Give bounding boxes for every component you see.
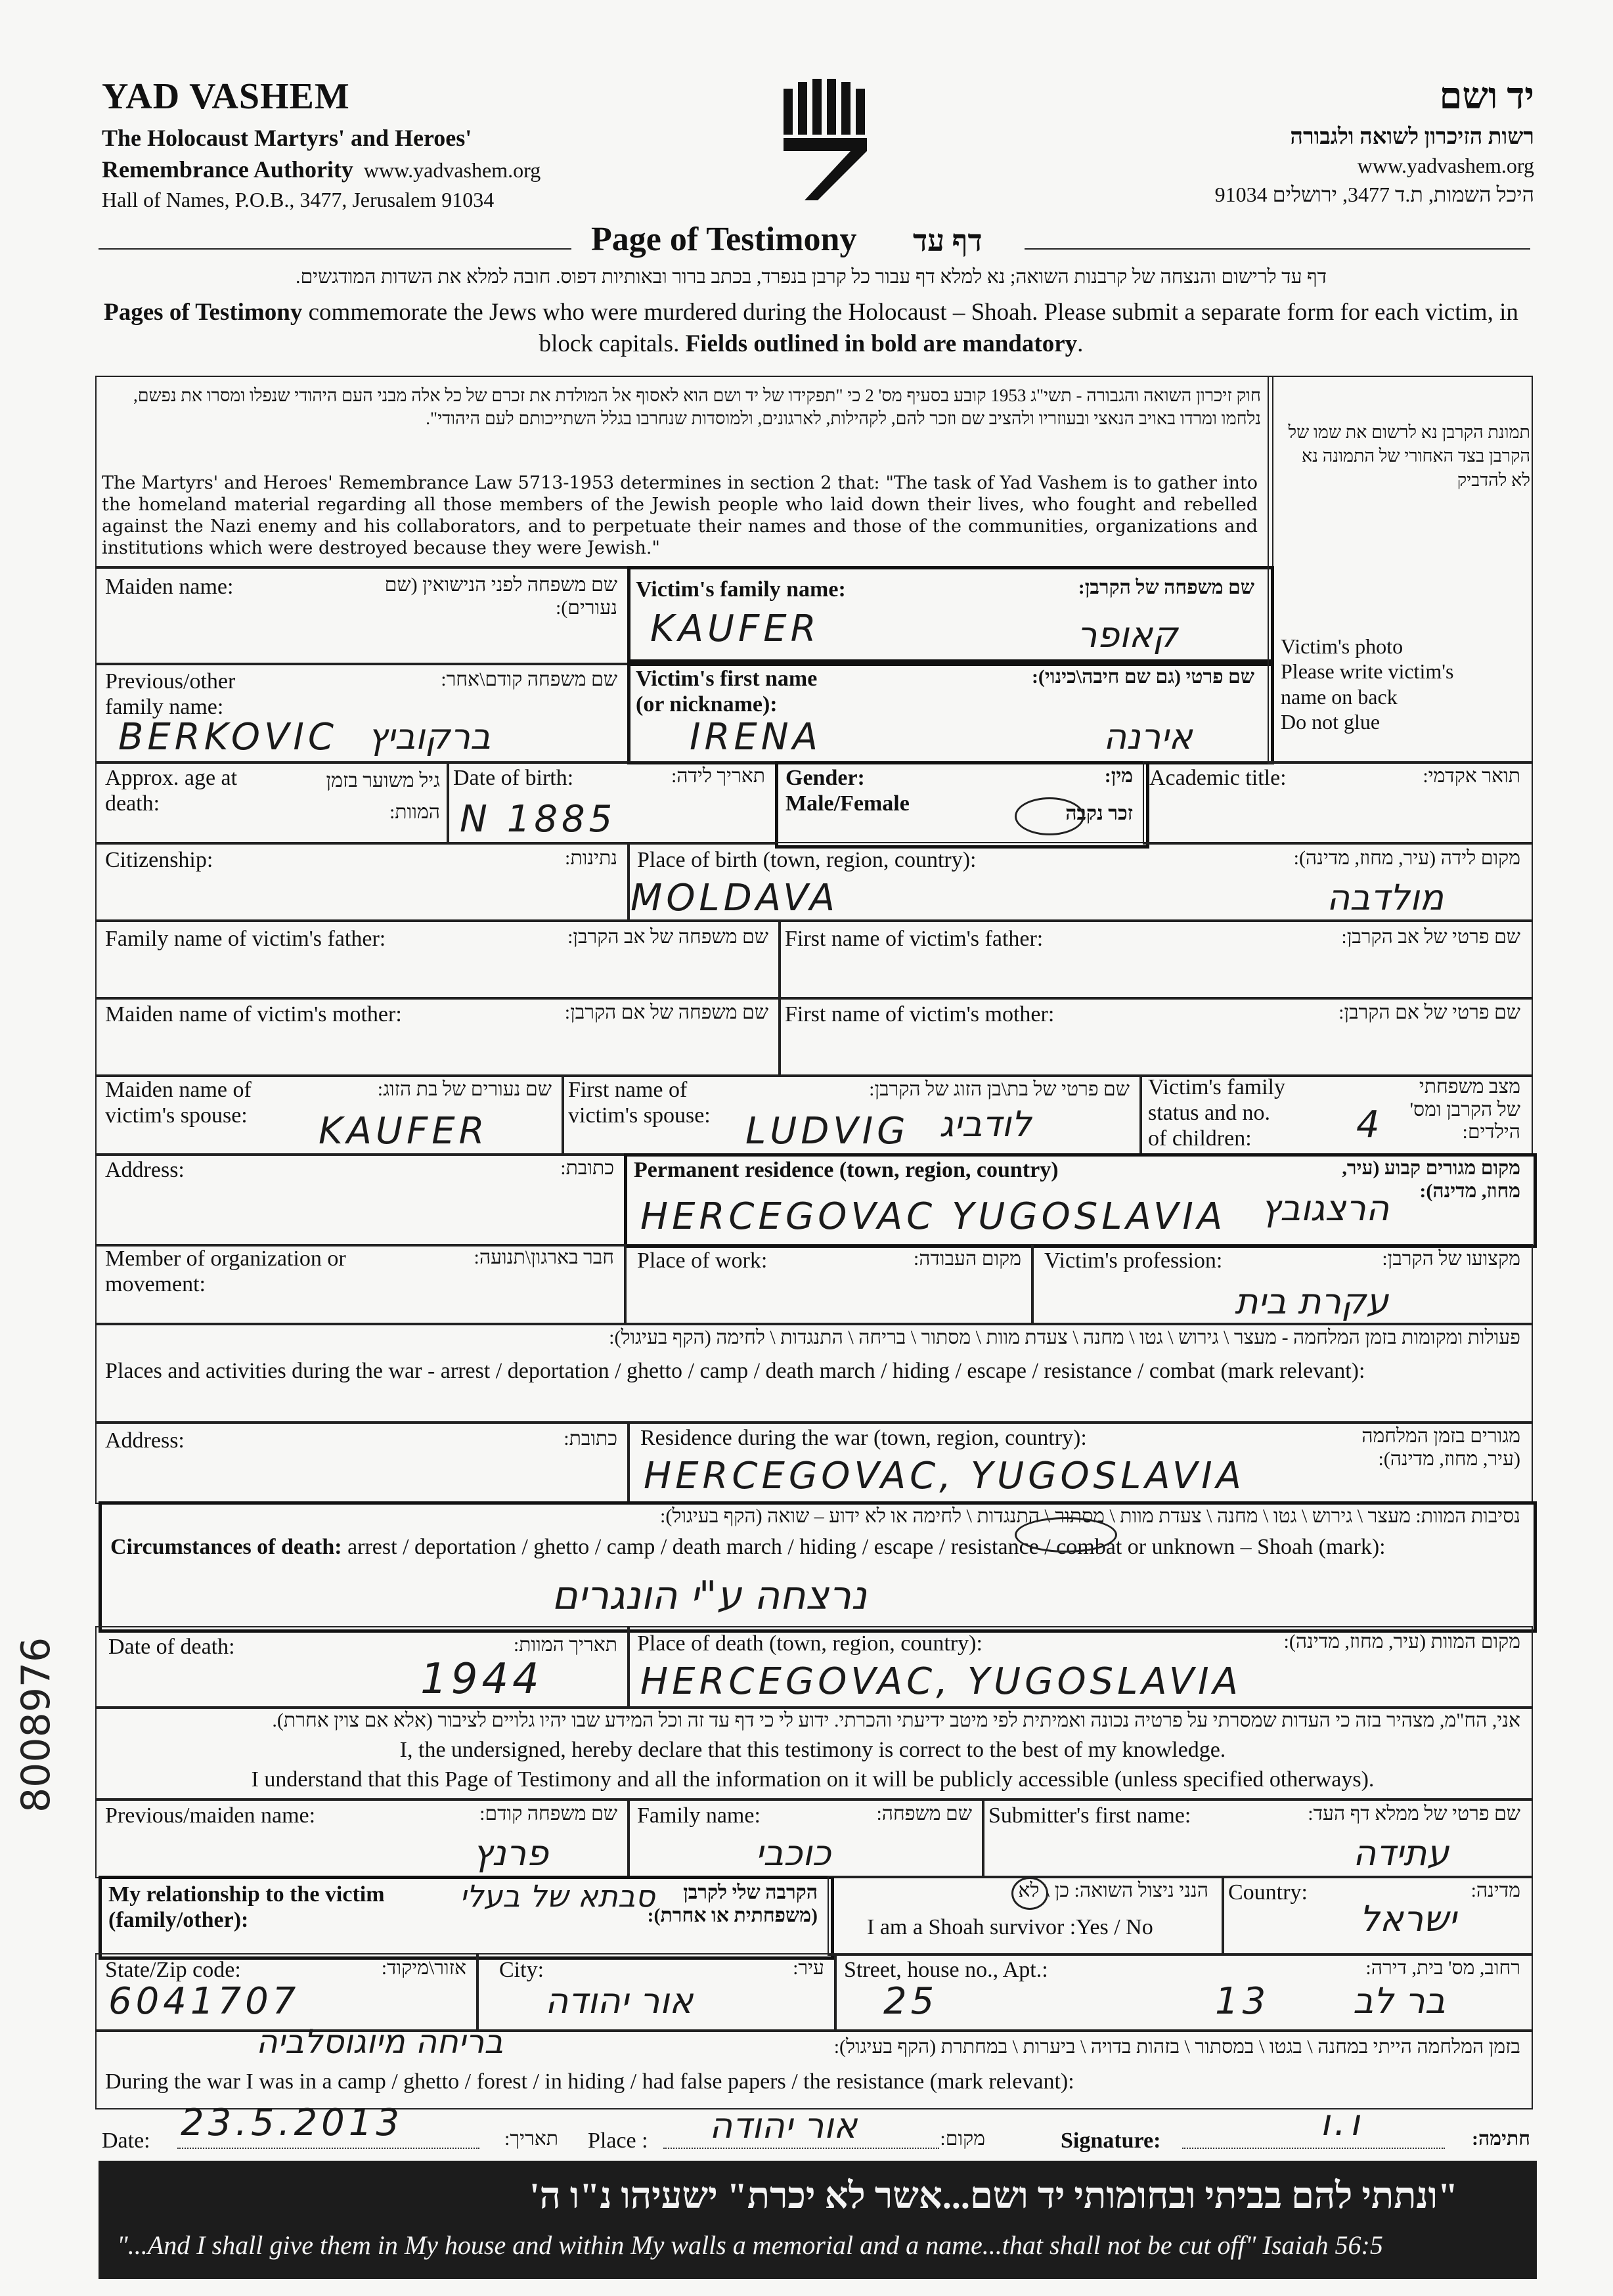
first-name-label — [636, 666, 817, 717]
declaration-en-1: I, the undersigned, hereby declare that this testimony is correct to the best of my knowledge. — [399, 1738, 1226, 1762]
date-label: Date: — [102, 2129, 150, 2153]
spouse-first-label-2: victim's spouse: — [568, 1103, 711, 1128]
yad-vashem-logo-icon — [778, 76, 877, 207]
signature-label: Signature: — [1061, 2129, 1161, 2153]
spouse-maiden-name-value: KAUFER — [319, 1110, 489, 1153]
page-title: Page of Testimony — [591, 221, 857, 258]
header-he — [1215, 72, 1534, 209]
member-label-2: movement: — [105, 1272, 206, 1297]
permanent-residence-label: Permanent residence (town, region, country) — [634, 1158, 1059, 1182]
family-status-label — [1148, 1074, 1285, 1151]
zip-code-label: State/Zip code: — [105, 1958, 241, 1982]
submitter-first-name-label: Submitter's first name: — [988, 1803, 1191, 1828]
page-title-he: דף עד — [913, 224, 983, 257]
signature-value[interactable]: ו.ו — [1320, 2102, 1364, 2144]
spouse-first-name-value-he: לודביג — [939, 1103, 1032, 1145]
spouse-first-name-label — [568, 1077, 711, 1128]
maiden-name-label: Maiden name: — [105, 575, 234, 599]
date-of-death-label: Date of death: — [108, 1635, 235, 1659]
signature-line — [1182, 2148, 1445, 2149]
first-name-value: IRENA — [690, 716, 822, 759]
address-label: Address: — [105, 1158, 185, 1182]
place-of-death-label-he: מקום המוות (עיר, מחוז, מדינה): — [1283, 1631, 1520, 1652]
relationship-label — [108, 1882, 385, 1933]
circumstances-circle-mark — [1015, 1517, 1117, 1553]
academic-title-label: Academic title: — [1149, 766, 1287, 790]
place-value[interactable]: אור יהודה — [709, 2105, 858, 2146]
relationship-label-he-1: הקרבה שלי לקרבן — [683, 1882, 818, 1903]
age-label-he: גיל משוער בזמן המוות: — [326, 770, 440, 823]
org-line1-he: רשות הזיכרון לשואה ולגבורה — [1290, 124, 1534, 149]
org-address-en: Hall of Names, P.O.B., 3477, Jerusalem 91034 — [102, 187, 495, 211]
spouse-first-name-label-he: שם פרטי של בת\בן הזוג של הקרבן: — [869, 1078, 1130, 1100]
maiden-name-label-he: שם משפחה לפני הנישואין (שם נעורים): — [384, 574, 617, 619]
org-web-en: www.yadvashem.org — [363, 158, 541, 183]
intro-end: . — [1077, 330, 1084, 358]
relationship-label-he-2: (משפחתית או אחרת): — [647, 1904, 818, 1926]
street-name-value: בר לב — [1353, 1980, 1446, 2021]
first-name-label-he: שם פרטי (גם שם חיבה\כינוי): — [1031, 666, 1254, 688]
photo-note-en-2: Please write victim's — [1281, 659, 1454, 684]
profession-label-he: מקצועו של הקרבן: — [1382, 1248, 1520, 1269]
dob-label-he: תאריך לידה: — [671, 765, 765, 787]
family-status-label-2: status and no. — [1148, 1101, 1271, 1126]
shoah-survivor-label-he: הנני ניצול השואה: כן \ לא — [1018, 1880, 1208, 1901]
member-label-1: Member of organization or — [105, 1247, 346, 1271]
date-line — [177, 2148, 479, 2149]
date-value[interactable]: 23.5.2013 — [181, 2102, 404, 2144]
place-of-work-label: Place of work: — [637, 1248, 768, 1273]
age-label-1: Approx. age at — [105, 766, 238, 790]
country-label-he: מדינה: — [1470, 1880, 1520, 1901]
first-name-label-1: Victim's first name — [636, 667, 818, 691]
mother-maiden-name-label-he: שם משפחה של אם הקרבן: — [564, 1002, 768, 1023]
spouse-maiden-label-1: Maiden name of — [105, 1078, 252, 1102]
header-en — [102, 72, 541, 214]
family-name-value: KAUFER — [650, 607, 820, 650]
profession-label: Victim's profession: — [1044, 1248, 1223, 1273]
place-of-death-label: Place of death (town, region, country): — [637, 1631, 983, 1656]
survivor-circle-mark — [1011, 1877, 1048, 1910]
title-rule-right — [1025, 248, 1530, 250]
permanent-residence-value-he: הרצגובץ — [1261, 1187, 1390, 1229]
father-family-name-label: Family name of victim's father: — [105, 927, 386, 951]
photo-note-en-3: name on back — [1281, 684, 1398, 709]
profession-value-he: עקרת בית — [1235, 1281, 1389, 1322]
dob-label: Date of birth: — [453, 766, 574, 790]
org-name-he: יד ושם — [1439, 76, 1534, 117]
war-activities-label: Places and activities during the war - arrest / deportation / ghetto / camp / death march / hiding / escape / resistance / combat (mark relevant): — [105, 1359, 1365, 1383]
age-label — [105, 765, 237, 816]
relationship-label-2: (family/other): — [108, 1908, 249, 1933]
place-of-birth-value: MOLDAVA — [630, 877, 839, 919]
street-label: Street, house no., Apt.: — [844, 1958, 1048, 1982]
signature-label-he: חתימה: — [1472, 2128, 1530, 2150]
spouse-first-name-value: LUDVIG — [745, 1110, 910, 1153]
mother-maiden-name-label: Maiden name of victim's mother: — [105, 1002, 402, 1027]
street-number-value: 25 — [883, 1980, 939, 2023]
intro-text: commemorate the Jews who were murdered during the Holocaust – Shoah. Please submit a separate form for each victim, in block capitals. — [302, 299, 1518, 358]
submitter-first-name-value: עתידה — [1353, 1832, 1449, 1874]
title-rule-left — [99, 248, 571, 250]
submitter-previous-name-label: Previous/maiden name: — [105, 1803, 316, 1828]
photo-note-en-4: Do not glue — [1281, 710, 1381, 734]
city-label: City: — [499, 1958, 544, 1982]
address-label-he: כתובת: — [560, 1157, 614, 1179]
submitter-family-name-label: Family name: — [637, 1803, 761, 1828]
member-organization-label-he: חבר בארגון\תנועה: — [474, 1247, 614, 1268]
academic-title-label-he: תואר אקדמי: — [1423, 765, 1520, 787]
place-label-he: מקום: — [940, 2128, 985, 2150]
age-label-2: death: — [105, 791, 160, 816]
org-line1-en: The Holocaust Martyrs' and Heroes' — [102, 124, 472, 151]
dob-value: N 1885 — [460, 798, 617, 841]
submitter-family-name-value: כוכבי — [755, 1832, 831, 1874]
war-residence-label-he: מגורים בזמן המלחמה (עיר, מחוז, מדינה): — [1361, 1425, 1520, 1470]
family-status-value: 4 — [1356, 1103, 1384, 1146]
org-line2-en: Remembrance Authority — [102, 156, 353, 183]
father-family-name-label-he: שם משפחה של אב הקרבן: — [567, 926, 768, 948]
place-of-work-label-he: מקום העבודה: — [913, 1248, 1021, 1269]
war-address-label: Address: — [105, 1428, 185, 1453]
war-residence-value: HERCEGOVAC, YUGOSLAVIA — [644, 1455, 1245, 1497]
date-label-he: תאריך: — [504, 2128, 558, 2150]
relationship-label-he — [630, 1882, 818, 1927]
gender-label-1: Gender: — [785, 766, 865, 790]
gender-label-he: מין: — [1104, 765, 1133, 787]
gender-label — [785, 765, 910, 816]
citizenship-label-he: נתינות: — [565, 847, 617, 869]
permanent-residence-label-he: מקום מגורים קבוע (עיר, מחוז, מדינה): — [1342, 1157, 1520, 1202]
during-war-label-he: בזמן המלחמה הייתי במחנה \ בגטו \ במסתור \ בזהות בדויה \ ביערות \ במחתרת (הקף בעיגול): — [833, 2036, 1520, 2058]
circumstances-label — [110, 1534, 1386, 1560]
photo-area[interactable] — [1268, 376, 1533, 764]
street-label-he: רחוב, מס' בית, דירה: — [1365, 1957, 1520, 1979]
place-of-birth-label: Place of birth (town, region, country): — [637, 848, 977, 872]
spouse-maiden-name-label — [105, 1077, 252, 1128]
org-address-he: היכל השמות, ת.ד 3477, ירושלים 91034 — [1214, 182, 1534, 206]
first-name-label-2: (or nickname): — [636, 692, 778, 717]
submitter-previous-name-label-he: שם משפחה קודם: — [479, 1803, 617, 1824]
declaration-he: אני, הח"מ, מצהיר בזה כי העדות שמסרתי על פרטיה נכונה ואמיתית לפי מיטב ידיעתי והכרתי. ידוע לי כי דף עד זה וכל המידע שבו יהיו גלויים לציבור (אלא אם צוין אחרת). — [272, 1710, 1520, 1731]
family-status-label-1: Victim's family — [1148, 1075, 1285, 1099]
relationship-value: סבתא של בעלי — [460, 1878, 655, 1914]
previous-name-label-2: family name: — [105, 695, 224, 720]
during-war-value-he: בריחה מיוגוסלביה — [256, 2023, 504, 2061]
family-status-label-he: מצב משפחתי של הקרבן ומס' הילדים: — [1409, 1076, 1520, 1143]
family-name-value-he: קאופר — [1077, 614, 1178, 655]
intro-bold: Pages of Testimony — [104, 299, 303, 326]
law-text-en: The Martyrs' and Heroes' Remembrance Law 5713-1953 determines in section 2 that: "The task of Yad Vashem is to gather into the homeland material regarding all those members of the Jewish people who laid down their lives, who fought and rebelled against the Nazi enemy and his collaborators, and to perpetuate their names and those of the communities, organizations and institutions which were destroyed because they were Jewish." — [102, 473, 1258, 558]
mother-first-name-label: First name of victim's mother: — [785, 1002, 1055, 1027]
spouse-maiden-label-2: victim's spouse: — [105, 1103, 248, 1128]
family-name-label-he: שם משפחה של הקרבן: — [1078, 577, 1254, 598]
father-first-name-label-he: שם פרטי של אב הקרבן: — [1341, 926, 1520, 948]
previous-name-label-1: Previous/other — [105, 669, 236, 694]
side-stamp-number: 8008976 — [13, 1637, 59, 1813]
photo-note-he: תמונת הקרבן נא לרשום את שמו של הקרבן בצד האחורי של התמונה נא לא להדביק — [1288, 422, 1530, 490]
member-organization-label — [105, 1246, 346, 1297]
war-activities-label-he: פעולות ומקומות בזמן המלחמה - מעצר \ גירוש \ גטו \ מחנה \ צעדת מוות \ מסתור \ בריחה \ התנגדות \ לחימה (הקף בעיגול): — [609, 1327, 1520, 1348]
quote-banner — [99, 2161, 1537, 2279]
gender-options[interactable]: זכר נקבה — [1065, 803, 1133, 824]
citizenship-label: Citizenship: — [105, 848, 213, 872]
org-web-he: www.yadvashem.org — [1357, 154, 1534, 178]
place-label: Place : — [588, 2129, 648, 2153]
submitter-first-name-label-he: שם פרטי של ממלא דף העד: — [1308, 1803, 1520, 1824]
permanent-residence-value: HERCEGOVAC YUGOSLAVIA — [640, 1195, 1227, 1238]
intro-bold2: Fields outlined in bold are mandatory — [685, 330, 1078, 358]
place-line — [663, 2148, 939, 2149]
banner-quote-en: "...And I shall give them in My house and within My walls a memorial and a name...that shall not be cut off" Isaiah 56:5 — [117, 2230, 1383, 2260]
gender-circle-mark — [1015, 797, 1084, 835]
intro-en — [99, 297, 1524, 360]
date-of-death-value: 1944 — [420, 1655, 543, 1704]
submitter-family-name-label-he: שם משפחה: — [876, 1803, 972, 1824]
shoah-survivor-label: I am a Shoah survivor :Yes / No — [867, 1915, 1153, 1939]
date-of-death-label-he: תאריך המוות: — [513, 1634, 617, 1656]
father-first-name-label: First name of victim's father: — [785, 927, 1044, 951]
place-of-death-value: HERCEGOVAC, YUGOSLAVIA — [640, 1660, 1242, 1703]
war-residence-label: Residence during the war (town, region, country): — [640, 1426, 1087, 1450]
zip-code-label-he: אזור\מיקוד: — [381, 1957, 466, 1979]
previous-name-value: BERKOVIC — [118, 716, 338, 759]
gender-label-2: Male/Female — [785, 791, 910, 816]
previous-name-value-he: ברקוביץ — [368, 716, 491, 757]
during-war-label: During the war I was in a camp / ghetto / forest / in hiding / had false papers / the resistance (mark relevant): — [105, 2069, 1074, 2094]
previous-name-label-he: שם משפחה קודם\אחר: — [441, 669, 617, 690]
country-label: Country: — [1228, 1880, 1308, 1905]
circumstances-label-bold: Circumstances of death: — [110, 1535, 342, 1559]
circumstances-label-text: arrest / deportation / ghetto / camp / death march / hiding / escape / resistance / combat or unknown – Shoah (mark): — [342, 1535, 1386, 1559]
submitter-previous-name-value: פרנץ — [473, 1832, 548, 1874]
photo-note-en-1: Victim's photo — [1281, 634, 1403, 658]
city-label-he: עיר: — [793, 1957, 824, 1979]
banner-quote-he: "ונתתי להם בביתי ובחומותי יד ושם...אשר לא יכרת" ישעיהו נ"ו ה' — [529, 2176, 1458, 2217]
declaration-en-2: I understand that this Page of Testimony and all the information on it will be publicly accessible (unless specified otherways). — [251, 1767, 1375, 1792]
place-of-birth-label-he: מקום לידה (עיר, מחוז, מדינה): — [1293, 847, 1520, 869]
war-address-label-he: כתובת: — [563, 1428, 617, 1449]
country-value: ישראל — [1359, 1898, 1457, 1939]
family-status-label-3: of children: — [1148, 1126, 1252, 1151]
intro-he: דף עד לרישום והנצחה של קרבנות השואה; נא למלא דף עבור כל קרבן בנפרד, בכתב ברור ובאותיות דפוס. חובה למלא את השדות המודגשים. — [295, 266, 1327, 288]
spouse-maiden-name-label-he: שם נעורים של בת הזוג: — [377, 1078, 552, 1100]
relationship-label-1: My relationship to the victim — [108, 1882, 385, 1907]
law-text-he: חוק זיכרון השואה והגבורה - תשי"ג 1953 קובע בסעיף מס' 2 כי "תפקידו של יד ושם הוא לאסוף אל המולדת את זכרם של כל אלה מבני העם היהודי שנפלו ומסרו את נפשם, נלחמו ומרדו באויב הנאצי ובעוזריו ולהציב שם וזכר להם, לקהילות, לארגונים, ולמוסדות שנחרבו בגלל השתייכותם לעם היהודי". — [133, 386, 1261, 429]
mother-first-name-label-he: שם פרטי של אם הקרבן: — [1338, 1002, 1520, 1023]
city-value: אור יהודה — [545, 1980, 694, 2021]
family-name-label: Victim's family name: — [636, 577, 846, 602]
circumstances-value-he: נרצחה ע"י הונגרים — [552, 1573, 867, 1619]
spouse-first-label-1: First name of — [568, 1078, 688, 1102]
previous-name-label — [105, 669, 235, 720]
street-apt-value: 13 — [1215, 1980, 1270, 2023]
circumstances-label-he: נסיבות המוות: מעצר \ גירוש \ גטו \ מחנה \ צעדת מוות \ מסתור \ התנגדות \ לחימה או לא ידוע – שואה (הקף בעיגול): — [660, 1505, 1520, 1527]
org-name-en: YAD VASHEM — [102, 76, 350, 117]
first-name-value-he: אירנה — [1103, 716, 1193, 757]
zip-code-value: 6041707 — [108, 1980, 300, 2023]
place-of-birth-value-he: מולדבה — [1327, 877, 1444, 918]
